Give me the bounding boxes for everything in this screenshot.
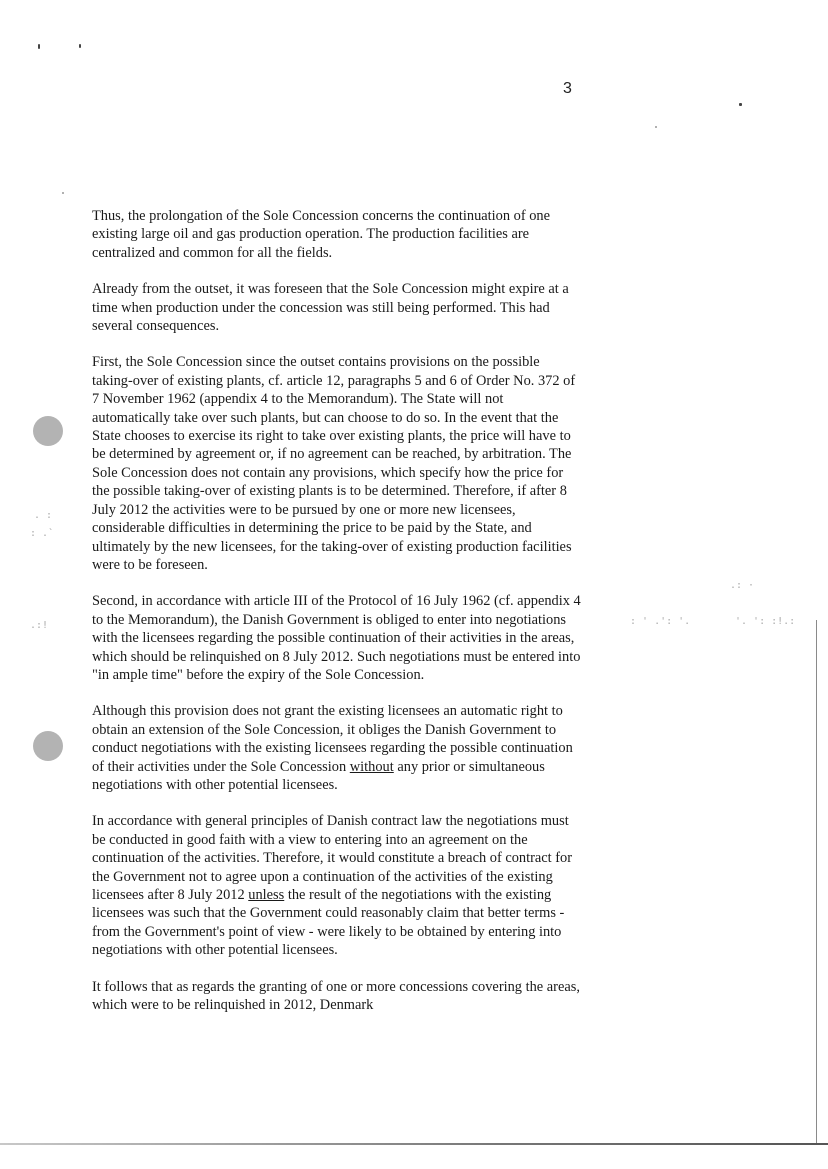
punch-hole — [33, 731, 63, 761]
scan-noise: .:! — [30, 620, 49, 631]
scan-speck — [79, 44, 81, 48]
paragraph — [92, 812, 584, 959]
scan-speck — [62, 192, 64, 194]
scan-noise: : ' .': '. — [630, 616, 691, 627]
paragraph-text: In accordance with general principles of Danish contract law the negotiations must be conducted in good faith with a view to entering into an agreement on the continuation of the activities. Therefore, it would constitute a breach of contract for the Government not to agree upon a continuation of the activities of the existing licensees after 8 July 2012 — [92, 813, 573, 903]
scan-noise: : .` — [30, 528, 55, 539]
paragraph — [92, 702, 584, 794]
underlined-word: without — [349, 758, 394, 775]
document-body — [92, 207, 584, 1032]
paragraph-text: the result of the negotiations with the existing licensees was such that the Government could reasonably claim that better terms - from the Government's point of view - were likely to be obtained by entering into negotiations with other potential licensees. — [92, 887, 565, 959]
paragraph-text: any prior or simultaneous negotiations with other potential licensees. — [92, 758, 545, 793]
punch-hole — [33, 416, 63, 446]
page-bottom-line — [0, 1143, 828, 1145]
scan-speck — [739, 103, 742, 106]
paragraph: Already from the outset, it was foreseen that the Sole Concession might expire at a time when production under the concession was still being performed. This had several consequences. — [92, 281, 569, 335]
paragraph-text: Although this provision does not grant the existing licensees an automatic right to obtain an extension of the Sole Concession, it obliges the Danish Government to conduct negotiations with the existing licensees regarding the possible continuation of their activities under the Sole Concession — [92, 703, 573, 775]
paragraph: First, the Sole Concession since the outset contains provisions on the possible taking-over of existing plants, cf. article 12, paragraphs 5 and 6 of Order No. 372 of 7 November 1962 (appendix 4 to the Memorandum). The State will not automatically take over such plants, but can choose to do so. In the event that the State chooses to exercise its right to take over existing plants, the price will have to be determined by agreement or, if no agreement can be reached, by arbitration. The Sole Concession does not contain any provisions, which specify how the price for the possible taking-over of existing plants is to be determined. Therefore, if after 8 July 2012 the activities were to be pursued by one or more new licensees, considerable difficulties in determining the price to be paid by the State, and ultimately by the new licensees, for the taking-over of existing production facilities were to be foreseen. — [92, 354, 576, 573]
paragraph: Thus, the prolongation of the Sole Concession concerns the continuation of one existing large oil and gas production operation. The production facilities are centralized and common for all the fields. — [92, 208, 551, 261]
page-number: 3 — [563, 80, 572, 97]
underlined-word: unless — [248, 887, 285, 903]
page-edge-line — [816, 620, 817, 1145]
scan-speck — [38, 44, 40, 49]
scan-noise: . : — [34, 510, 53, 521]
scan-speck — [655, 126, 657, 128]
scan-noise: '. ': :!.: — [735, 616, 796, 627]
scan-noise: .: · — [730, 580, 755, 591]
paragraph: It follows that as regards the granting of one or more concessions covering the areas, which were to be relinquished in 2012, Denmark — [92, 978, 580, 1014]
paragraph: Second, in accordance with article III of the Protocol of 16 July 1962 (cf. appendix 4 to the Memorandum), the Danish Government is obliged to enter into negotiations with the licensees regarding the possible continuation of their activities in the areas, which should be relinquished on 8 July 2012. Such negotiations must be entered into "in ample time" before the expiry of the Sole Concession. — [92, 593, 581, 683]
